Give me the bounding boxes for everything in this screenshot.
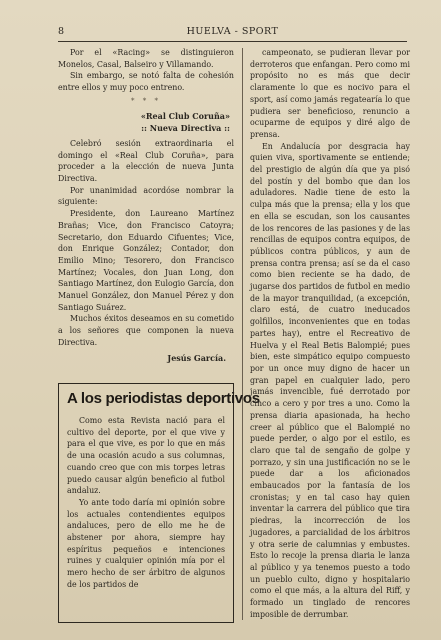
paragraph: Como esta Revista nació para el cultivo del deporte, por el que vive y para el que vive, es por lo que en más de una ocasión acudo a sus columnas, cuando creo que con mis torpes letras puedo causar algún beneficio al futbol andaluz. (67, 416, 225, 496)
left-column (58, 47, 234, 364)
paragraph: Presidente, don Laureano Martínez Brañas; Vice, don Francisco Catoyra; Secretario, don Eduardo Cifuentes; Vice, don Enrique González; Contador, don Emilio Mino; Tesorero, don Francisco Martínez; Vocales, don Juan Long, don Santiago Martínez, don Eulogio García, don Manuel González, don Manuel Pérez y don Santiago Suárez. (58, 209, 234, 312)
ornament: * * * (131, 96, 161, 105)
running-title: HUELVA - SPORT (186, 26, 279, 37)
section-subtitle: :: Nueva Directiva :: (141, 123, 230, 134)
right-column (250, 47, 410, 620)
section-title: «Real Club Coruña» (140, 110, 230, 121)
paragraph: Muchos éxitos deseamos en su cometido a los señores que componen la nueva Directiva. (58, 314, 234, 347)
paragraph: Sin embargo, se notó falta de cohesión entre ellos y muy poco entreno. (58, 71, 234, 93)
article-body (67, 415, 225, 591)
author-signature: Jesús García. (167, 352, 226, 363)
paragraph: campeonato, se pudieran llevar por derroteros que enfangan. Pero como mi propósito no es más que decir claramente lo que es nocivo para el sport, así como jamás regatearía lo que pudiera ser beneficioso, renuncio a ocuparme de equipos y diré algo de prensa. (250, 48, 410, 139)
article-box (58, 383, 260, 623)
paragraph: En Andalucía por desgracia hay quien viva, sportivamente se entiende; del prestigio de algún día que ya pisó del postín y del bombo que dan los aduladores. Nadie tiene de esto la culpa más que la prensa; ella y los que en ella se escudan, son los causantes de los rencores de las pasiones y de las rencillas de equipos contra equipos, de públicos contra públicos, y aun de prensa contra prensa; así se da el caso como bien reciente se ha dado, de jugarse dos partidos de futbol en medio de la mayor tranquilidad, (a excepción, claro está, de cuatro ineducados golfillos, inconvenientes que en todas partes hay), entre el Recreativo de Huelva y el Real Betis Balompié; pues bien, este simpático equipo compuesto por un once muy digno de hacer un gran papel en cualquier lado, pero jamás invencible, fué derrotado por cinco a cero y por tres a uno. Como la prensa diaria apasionada, ha hecho creer al público que el Balompié no puede perder, o algo por el estilo, es claro que tal de sengaño de golpe y porrazo, y sin una justificación no se le puede dar a los aficionados embaucados por la fantasía de los cronistas; y en tal caso hay quien inventar la carrera del público que tira piedras, la incorrección de los jugadores, a parcialidad de los árbitros y otra serie de calumnias y embustes. Esto lo recoje la prensa diaria le lanza al público y ya tenemos puesto a todo un pueblo culto, digno y hospitalario como el que más, a la altura del Riff, y formado un tinglado de rencores imposible de derrumbar. (250, 141, 410, 619)
article-headline: A los periodistas deportivos (67, 390, 260, 407)
header-rule (58, 41, 407, 42)
paragraph: Por unanimidad acordóse nombrar la siguiente: (58, 185, 234, 207)
page-number: 8 (58, 26, 65, 37)
page-header (58, 26, 407, 42)
paragraph: Yo ante todo daría mi opinión sobre los actuales contendientes equipos andaluces, pero de ello me he de abstener por ahora, siempre hay espíritus pequeños e intenciones ruines y cualquier opinión mía por el mero hecho de ser árbitro de algunos de los partidos de (67, 497, 225, 589)
paragraph: Celebró sesión extraordinaria el domingo el «Real Club Coruña», para proceder a la elección de nueva Junta Directiva. (58, 138, 234, 184)
paragraph: Por el «Racing» se distinguieron Monelos, Casal, Balseiro y Villamando. (58, 48, 234, 69)
column-divider (242, 48, 243, 620)
